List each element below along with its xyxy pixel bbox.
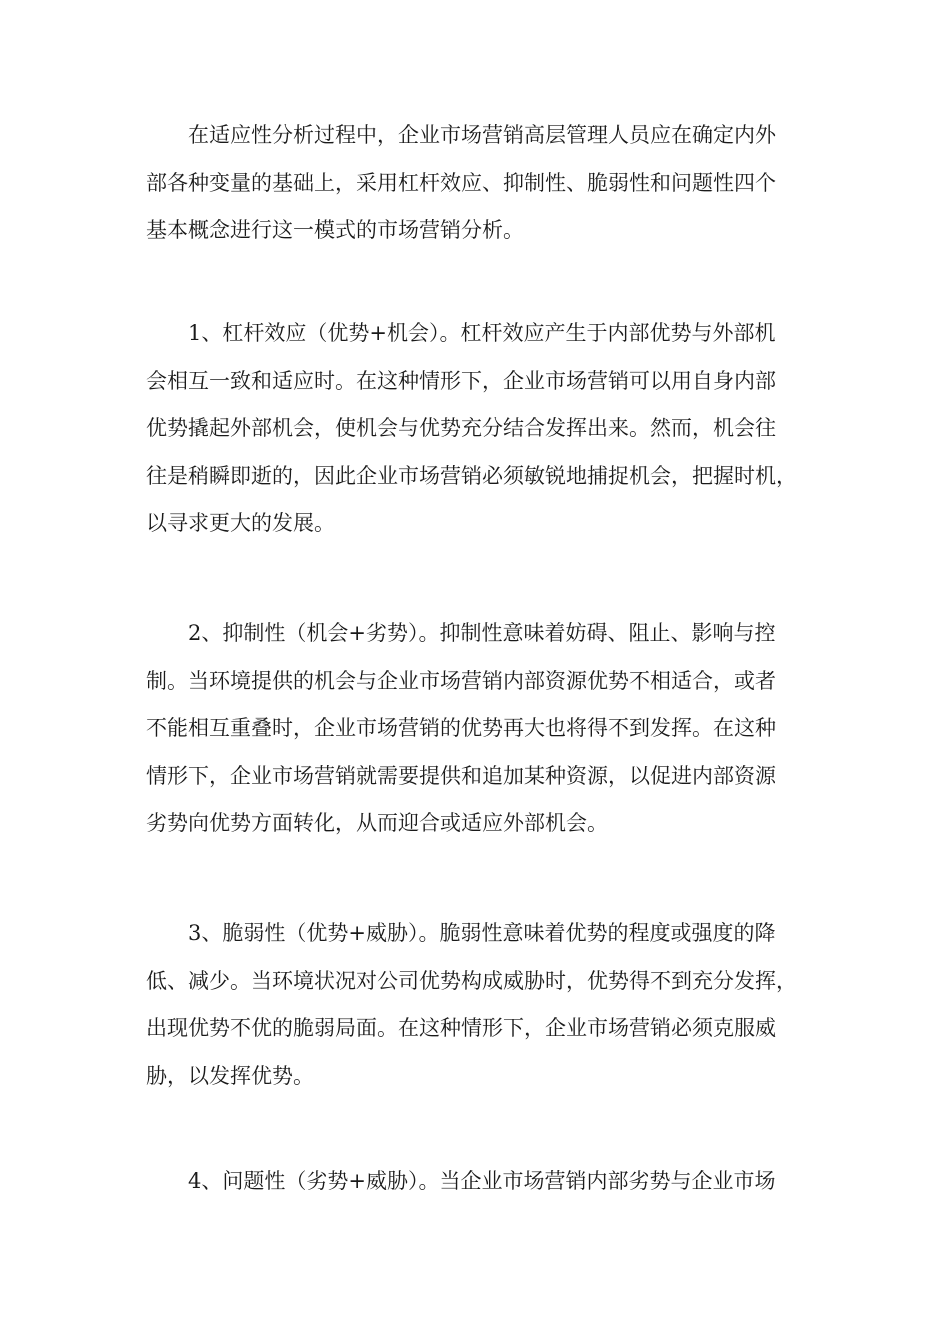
text-line: 3、脆弱性（优势+威胁）。脆弱性意味着优势的程度或强度的降 (188, 921, 776, 945)
text-line: 情形下，企业市场营销就需要提供和追加某种资源，以促进内部资源 (146, 763, 776, 788)
text-line: 在适应性分析过程中，企业市场营销高层管理人员应在确定内外 (188, 123, 776, 147)
text-line: 2、抑制性（机会+劣势）。抑制性意味着妨碍、阻止、影响与控 (188, 621, 776, 645)
text-line: 以寻求更大的发展。 (146, 511, 335, 535)
text-line: 制。当环境提供的机会与企业市场营销内部资源优势不相适合，或者 (146, 668, 776, 693)
text-line: 不能相互重叠时，企业市场营销的优势再大也将得不到发挥。在这种 (146, 716, 776, 740)
text-line: 往是稍瞬即逝的，因此企业市场营销必须敏锐地捕捉机会，把握时机， (146, 463, 797, 488)
text-line: 会相互一致和适应时。在这种情形下，企业市场营销可以用自身内部 (146, 368, 776, 393)
text-line: 部各种变量的基础上，采用杠杆效应、抑制性、脆弱性和问题性四个 (146, 170, 776, 195)
text-line: 低、减少。当环境状况对公司优势构成威胁时，优势得不到充分发挥， (146, 968, 797, 993)
paragraph-inhibition (146, 610, 812, 848)
text-line: 1、杠杆效应（优势+机会）。杠杆效应产生于内部优势与外部机 (188, 321, 776, 345)
text-line: 劣势向优势方面转化，从而迎合或适应外部机会。 (146, 811, 608, 835)
text-line: 4、问题性（劣势+威胁）。当企业市场营销内部劣势与企业市场 (188, 1169, 776, 1193)
text-line: 基本概念进行这一模式的市场营销分析。 (146, 218, 524, 242)
text-line: 出现优势不优的脆弱局面。在这种情形下，企业市场营销必须克服威 (146, 1016, 776, 1040)
text-line: 优势撬起外部机会，使机会与优势充分结合发挥出来。然而，机会往 (146, 416, 776, 440)
paragraph-problem (146, 1158, 812, 1206)
paragraph-vulnerability (146, 910, 812, 1100)
paragraph-intro (146, 112, 812, 255)
text-line: 胁，以发挥优势。 (146, 1063, 314, 1088)
paragraph-leverage (146, 310, 812, 548)
